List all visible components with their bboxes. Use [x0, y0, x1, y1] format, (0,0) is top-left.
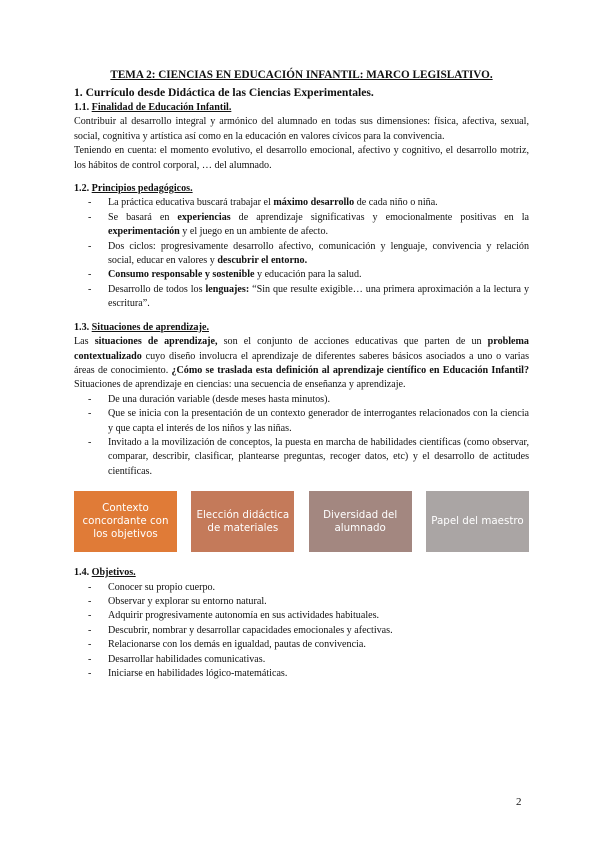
- list-item: [74, 393, 529, 407]
- situaciones-paragraph: [74, 335, 529, 393]
- bold-text: máximo desarrollo: [273, 197, 355, 209]
- text: Adquirir progresivamente autonomía en sus actividades habituales.: [108, 610, 380, 622]
- text: y el juego en un ambiente de afecto.: [179, 226, 329, 238]
- dash-bullet: -: [88, 639, 92, 651]
- list-item: [74, 436, 529, 479]
- box-label: Diversidad del alumnado: [323, 508, 398, 534]
- text: Iniciarse en habilidades lógico-matemáticas.: [108, 668, 288, 679]
- section-number: 1.1.: [74, 102, 92, 113]
- bold-question: ¿Cómo se traslada esta definición al aprendizaje científico en Educación Infantil?: [171, 364, 529, 376]
- bold-text: Consumo responsable y sostenible: [108, 269, 255, 281]
- finalidad-paragraph-2: Teniendo en cuenta: el momento evolutivo, el desarrollo emocional, afectivo y cognitivo, el desarrollo motriz, los hábitos de control corporal, … del alumnado.: [74, 145, 529, 171]
- bold-text: experimentación: [108, 226, 180, 238]
- dash-bullet: -: [88, 197, 92, 209]
- bold-text: problema contextualizado: [74, 336, 529, 362]
- text: Descubrir, nombrar y desarrollar capacidades emocionales y afectivas.: [108, 624, 393, 636]
- text: Desarrollar habilidades comunicativas.: [108, 653, 266, 665]
- section-number: 1.2.: [74, 183, 92, 195]
- list-item: [74, 595, 529, 609]
- section-title: Finalidad de Educación Infantil.: [91, 102, 232, 113]
- text: Relacionarse con los demás en igualdad, pautas de convivencia.: [108, 639, 366, 651]
- factor-box-materiales: [191, 491, 294, 552]
- dash-bullet: -: [88, 595, 92, 607]
- section-1-heading: 1. Currículo desde Didáctica de las Ciencias Experimentales.: [74, 86, 374, 99]
- list-item: [74, 609, 529, 623]
- text: La práctica educativa buscará trabajar el: [108, 197, 274, 209]
- list-item: [74, 667, 529, 681]
- dash-bullet: -: [88, 436, 92, 448]
- situaciones-list: [74, 393, 529, 479]
- section-title: Principios pedagógicos.: [91, 183, 193, 195]
- box-label: Elección didáctica de materiales: [196, 508, 290, 534]
- factor-box-maestro: [426, 491, 529, 552]
- text: “Sin que resulte exigible… una primera aproximación a la lectura y escritura”.: [108, 283, 529, 310]
- section-1-2-heading: [74, 182, 529, 196]
- objetivos-list: [74, 581, 529, 682]
- dash-bullet: -: [88, 624, 92, 636]
- text: Observar y explorar su entorno natural.: [108, 595, 267, 607]
- box-label: Papel del maestro: [431, 515, 524, 528]
- text: y educación para la salud.: [254, 269, 362, 281]
- list-item: [74, 581, 529, 595]
- bold-text: situaciones de aprendizaje,: [94, 336, 218, 348]
- finalidad-paragraph-1: Contribuir al desarrollo integral y armónico del alumnado en todas sus dimensiones: física, afectiva, sexual, social, cognitiva y artística así como en la educación en valores cívicos para la convivencia.: [74, 116, 529, 142]
- text: de aprendizaje significativas y emocionalmente positivas en la: [230, 211, 529, 223]
- bold-text: experiencias: [177, 211, 231, 223]
- text: Conocer su propio cuerpo.: [108, 581, 216, 593]
- dash-bullet: -: [88, 393, 92, 405]
- dash-bullet: -: [88, 668, 92, 679]
- section-title: Situaciones de aprendizaje.: [91, 321, 209, 333]
- dash-bullet: -: [88, 581, 92, 593]
- text: cuyo diseño involucra el aprendizaje de diferentes saberes básicos asociados a uno o varias áreas de conocimiento.: [74, 350, 529, 376]
- list-item: [74, 283, 529, 312]
- dash-bullet: -: [88, 408, 92, 420]
- list-item: [74, 240, 529, 269]
- dash-bullet: -: [88, 240, 92, 252]
- dash-bullet: -: [88, 211, 92, 223]
- section-1-3-heading: [74, 321, 529, 335]
- section-title: Objetivos.: [91, 567, 136, 579]
- dash-bullet: -: [88, 269, 92, 281]
- section-number: 1.4.: [74, 567, 92, 579]
- bold-text: lenguajes:: [205, 283, 250, 295]
- list-item: [74, 211, 529, 240]
- text: son el conjunto de acciones educativas que parten de un: [217, 336, 488, 348]
- text: Las: [74, 336, 95, 348]
- list-item: [74, 268, 529, 282]
- list-item: [74, 638, 529, 652]
- dash-bullet: -: [88, 283, 92, 295]
- section-1-1-heading: [74, 101, 529, 115]
- section-1-4-heading: [74, 566, 529, 580]
- list-item: [74, 196, 529, 210]
- text: De una duración variable (desde meses hasta minutos).: [108, 393, 330, 405]
- factor-box-contexto: [74, 491, 177, 552]
- list-item: [74, 653, 529, 667]
- dash-bullet: -: [88, 653, 92, 665]
- box-label: Contexto concordante con los objetivos: [82, 502, 169, 541]
- factors-diagram: [74, 491, 529, 552]
- page-number: 2: [516, 796, 522, 808]
- list-item: [74, 407, 529, 436]
- factor-box-diversidad: [309, 491, 412, 552]
- dash-bullet: -: [88, 610, 92, 622]
- list-item: [74, 624, 529, 638]
- text: Que se inicia con la presentación de un contexto generador de interrogantes relacionados con la ciencia y que capta el interés de los niños y las niñas.: [108, 408, 529, 434]
- document-title: TEMA 2: CIENCIAS EN EDUCACIÓN INFANTIL: MARCO LEGISLATIVO.: [110, 69, 493, 81]
- text: Dos ciclos: progresivamente desarrollo afectivo, comunicación y lenguaje, convivencia y relación social, educar en valores y: [108, 240, 529, 267]
- text: Invitado a la movilización de conceptos, la puesta en marcha de habilidades científicas (como observar, comparar, describir, clasificar, plantearse preguntas, recoger datos, etc) y el desarrollo de actitudes científicas.: [108, 436, 529, 477]
- page-content: [74, 68, 529, 681]
- text: Situaciones de aprendizaje en ciencias: una secuencia de enseñanza y aprendizaje.: [74, 379, 406, 391]
- principios-list: [74, 196, 529, 311]
- text: Desarrollo de todos los: [108, 283, 206, 295]
- text: de cada niño o niña.: [354, 197, 438, 209]
- bold-text: descubrir el entorno.: [217, 255, 308, 267]
- text: Se basará en: [108, 211, 178, 223]
- section-number: 1.3.: [74, 321, 92, 333]
